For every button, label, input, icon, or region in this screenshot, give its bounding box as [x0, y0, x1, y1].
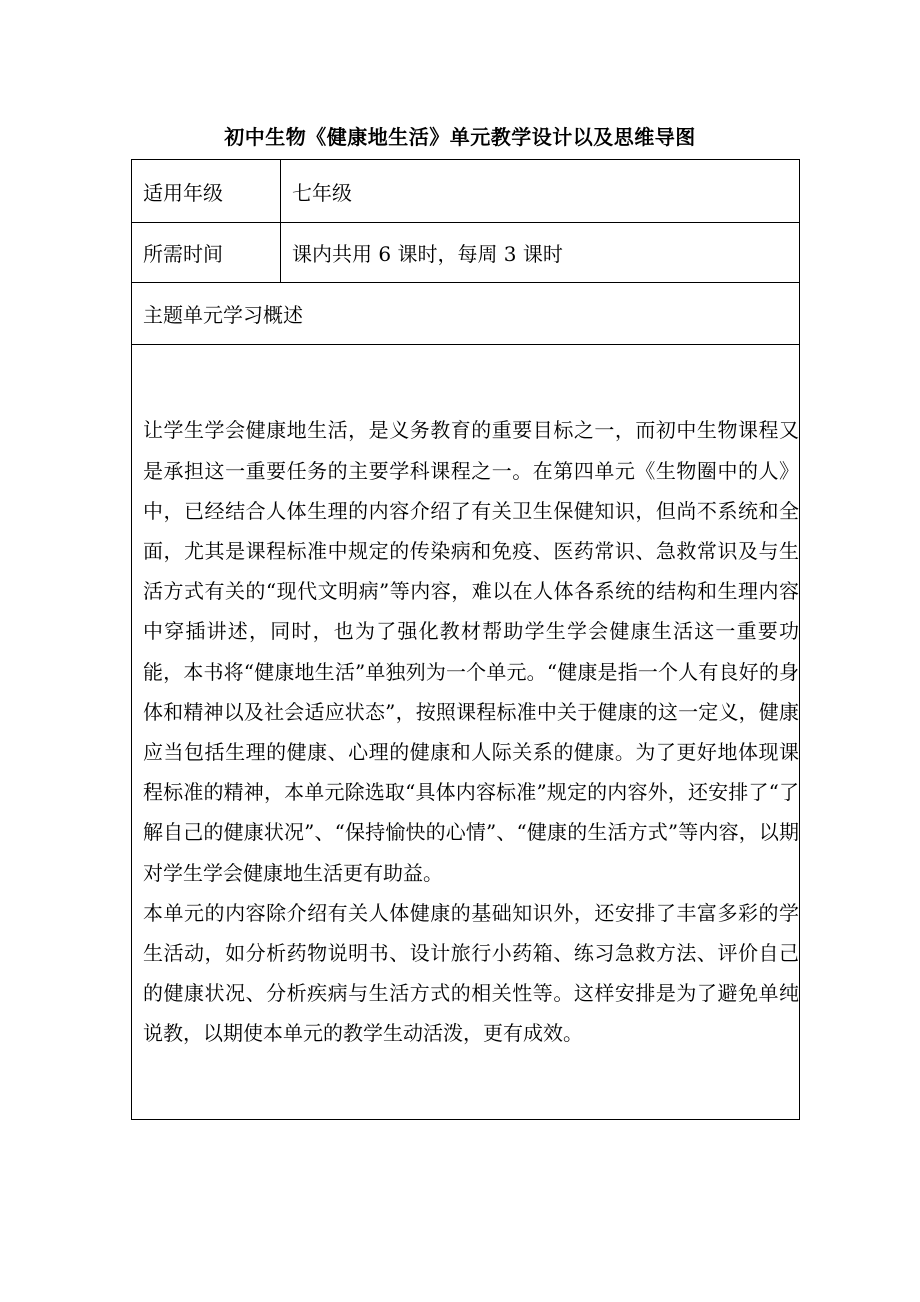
overview-paragraph-2: 本单元的内容除介绍有关人体健康的基础知识外，还安排了丰富多彩的学生活动，如分析药物说明书、设计旅行小药箱、练习急救方法、评价自己的健康状况、分析疾病与生活方式的相关性等。这样安排是为了避免单纯说教，以期使本单元的教学生动活泼，更有成效。: [143, 900, 799, 1046]
document-title: 初中生物《健康地生活》单元教学设计以及思维导图: [224, 125, 696, 149]
table-row-overview-heading: [132, 283, 800, 345]
table-row-grade: [132, 160, 800, 223]
unit-design-table: [131, 159, 800, 1120]
overview-heading-cell: 主题单元学习概述: [132, 283, 800, 345]
grade-value-cell: 七年级: [281, 160, 800, 223]
table-row-overview-body: [132, 345, 800, 1120]
grade-label-cell: 适用年级: [132, 160, 281, 223]
table-row-time: [132, 223, 800, 283]
overview-paragraph-1: 让学生学会健康地生活，是义务教育的重要目标之一，而初中生物课程又是承担这一重要任务的主要学科课程之一。在第四单元《生物圈中的人》中，已经结合人体生理的内容介绍了有关卫生保健知识，但尚不系统和全面，尤其是课程标准中规定的传染病和免疫、医药常识、急救常识及与生活方式有关的“现代文明病”等内容，难以在人体各系统的结构和生理内容中穿插讲述，同时，也为了强化教材帮助学生学会健康生活这一重要功能，本书将“健康地生活”单独列为一个单元。“健康是指一个人有良好的身体和精神以及社会适应状态”，按照课程标准中关于健康的这一定义，健康应当包括生理的健康、心理的健康和人际关系的健康。为了更好地体现课程标准的精神，本单元除选取“具体内容标准”规定的内容外，还安排了“了解自己的健康状况”、“保持愉快的心情”、“健康的生活方式”等内容，以期对学生学会健康地生活更有助益。: [143, 418, 799, 885]
time-value-cell: 课内共用 6 课时，每周 3 课时: [281, 223, 800, 283]
time-label-cell: 所需时间: [132, 223, 281, 283]
overview-body-cell: [132, 345, 800, 1120]
